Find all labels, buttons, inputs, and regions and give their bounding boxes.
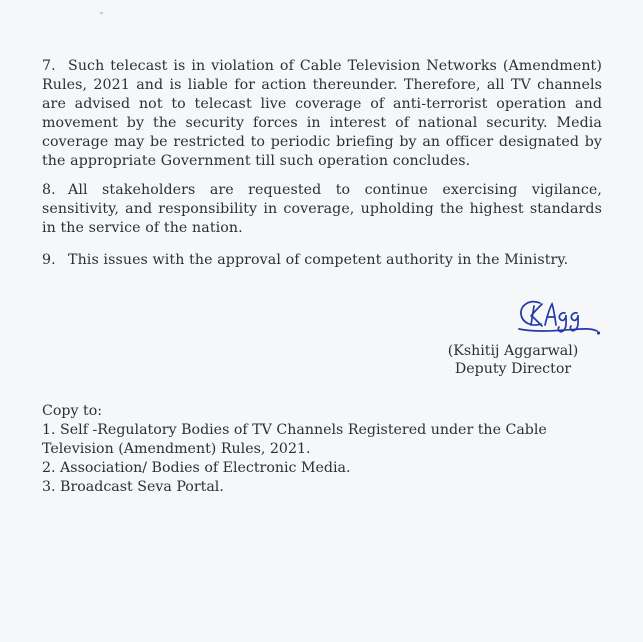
paragraph-9 bbox=[42, 251, 602, 270]
copy-to-section bbox=[42, 402, 602, 497]
paragraph-number: 7. bbox=[42, 58, 56, 74]
paragraph-text: Such telecast is in violation of Cable Television Networks (Amendment) Rules, 2021 and is liable for action thereunder. Therefore, all TV channels are advised not to telecast live coverage of anti-terrorist operation and movement by the security forces in interest of national security. Media coverage may be restricted to periodic briefing by an officer designated by the appropriate Government till such operation concludes. bbox=[42, 58, 602, 169]
signatory-name: (Kshitij Aggarwal) bbox=[447, 343, 579, 359]
paragraph-number: 8. bbox=[42, 182, 56, 198]
signatory-title: Deputy Director bbox=[454, 361, 572, 377]
paragraph-8 bbox=[42, 181, 602, 238]
handwritten-signature-icon bbox=[503, 296, 601, 338]
signature-block bbox=[423, 296, 603, 378]
paragraph-text: All stakeholders are requested to continue exercising vigilance, sensitivity, and responsibility in coverage, upholding the highest standards in the service of the nation. bbox=[42, 182, 602, 236]
paragraph-text: This issues with the approval of competent authority in the Ministry. bbox=[68, 252, 569, 268]
copy-to-item: 1. Self -Regulatory Bodies of TV Channels Registered under the Cable Television (Amendment) Rules, 2021. bbox=[42, 422, 547, 457]
copy-to-label: Copy to: bbox=[42, 403, 103, 419]
scan-artifact-speck bbox=[100, 12, 103, 14]
copy-to-item: 3. Broadcast Seva Portal. bbox=[42, 479, 224, 495]
paragraph-number: 9. bbox=[42, 252, 56, 268]
copy-to-item: 2. Association/ Bodies of Electronic Media. bbox=[42, 460, 351, 476]
paragraph-7 bbox=[42, 57, 602, 171]
